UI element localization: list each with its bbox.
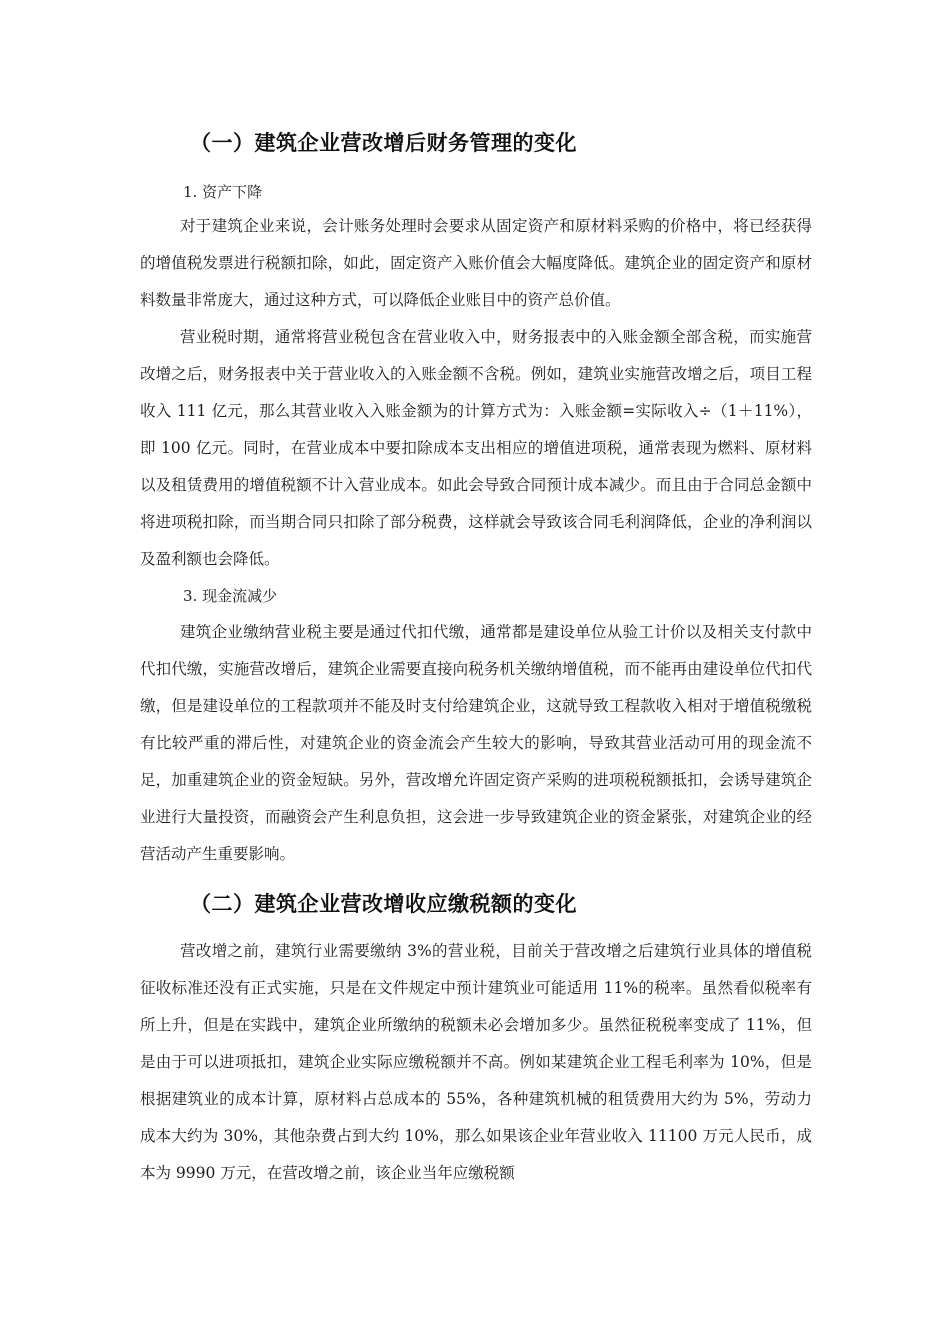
paragraph-business-tax-period: 营业税时期，通常将营业税包含在营业收入中，财务报表中的入账金额全部含税，而实施营改增之后，财务报表中关于营业收入的入账金额不含税。例如，建筑业实施营改增之后，项目工程收入 111 亿元，那么其营业收入入账金额为的计算方式为：入账金额=实际收入÷（1＋11%），即 100 亿元。同时，在营业成本中要扣除成本支出相应的增值进项税，通常表现为燃料、原材料以及租赁费用的增值税额不计入营业成本。如此会导致合同预计成本减少。而且由于合同总金额中将进项税扣除，而当期合同只扣除了部分税费，这样就会导致该合同毛利润降低，企业的净利润以及盈利额也会降低。: [140, 328, 812, 568]
paragraph-tax-amount-change: 营改增之前，建筑行业需要缴纳 3%的营业税，目前关于营改增之后建筑行业具体的增值税征收标准还没有正式实施，只是在文件规定中预计建筑业可能适用 11%的税率。虽然看似税率有所上升，但是在实践中，建筑企业所缴纳的税额未必会增加多少。虽然征税税率变成了 11%，但是由于可以进项抵扣，建筑企业实际应缴税额并不高。例如某建筑企业工程毛利率为 10%，但是根据建筑业的成本计算，原材料占总成本的 55%，各种建筑机械的租赁费用大约为 5%，劳动力成本大约为 30%，其他杂费占到大约 10%，那么如果该企业年营业收入 11100 万元人民币，成本为 9990 万元，在营改增之前，该企业当年应缴税额: [140, 942, 812, 1182]
section-1-heading: （一）建筑企业营改增后财务管理的变化: [190, 131, 577, 155]
paragraph-cash-flow: 建筑企业缴纳营业税主要是通过代扣代缴，通常都是建设单位从验工计价以及相关支付款中代扣代缴，实施营改增后，建筑企业需要直接向税务机关缴纳增值税，而不能再由建设单位代扣代缴，但是建设单位的工程款项并不能及时支付给建筑企业，这就导致工程款收入相对于增值税缴税有比较严重的滞后性，对建筑企业的资金流会产生较大的影响，导致其营业活动可用的现金流不足，加重建筑企业的资金短缺。另外，营改增允许固定资产采购的进项税税额抵扣，会诱导建筑企业进行大量投资，而融资会产生利息负担，这会进一步导致建筑企业的资金紧张，对建筑企业的经营活动产生重要影响。: [140, 623, 812, 863]
subheading-cash-flow-decrease: 3. 现金流减少: [183, 587, 278, 605]
section-2-heading: （二）建筑企业营改增收应缴税额的变化: [190, 892, 577, 916]
paragraph-asset-decline: 对于建筑企业来说，会计账务处理时会要求从固定资产和原材料采购的价格中，将已经获得的增值税发票进行税额扣除，如此，固定资产入账价值会大幅度降低。建筑企业的固定资产和原材料数量非常庞大，通过这种方式，可以降低企业账目中的资产总价值。: [140, 217, 812, 309]
subheading-asset-decline: 1. 资产下降: [183, 183, 263, 201]
